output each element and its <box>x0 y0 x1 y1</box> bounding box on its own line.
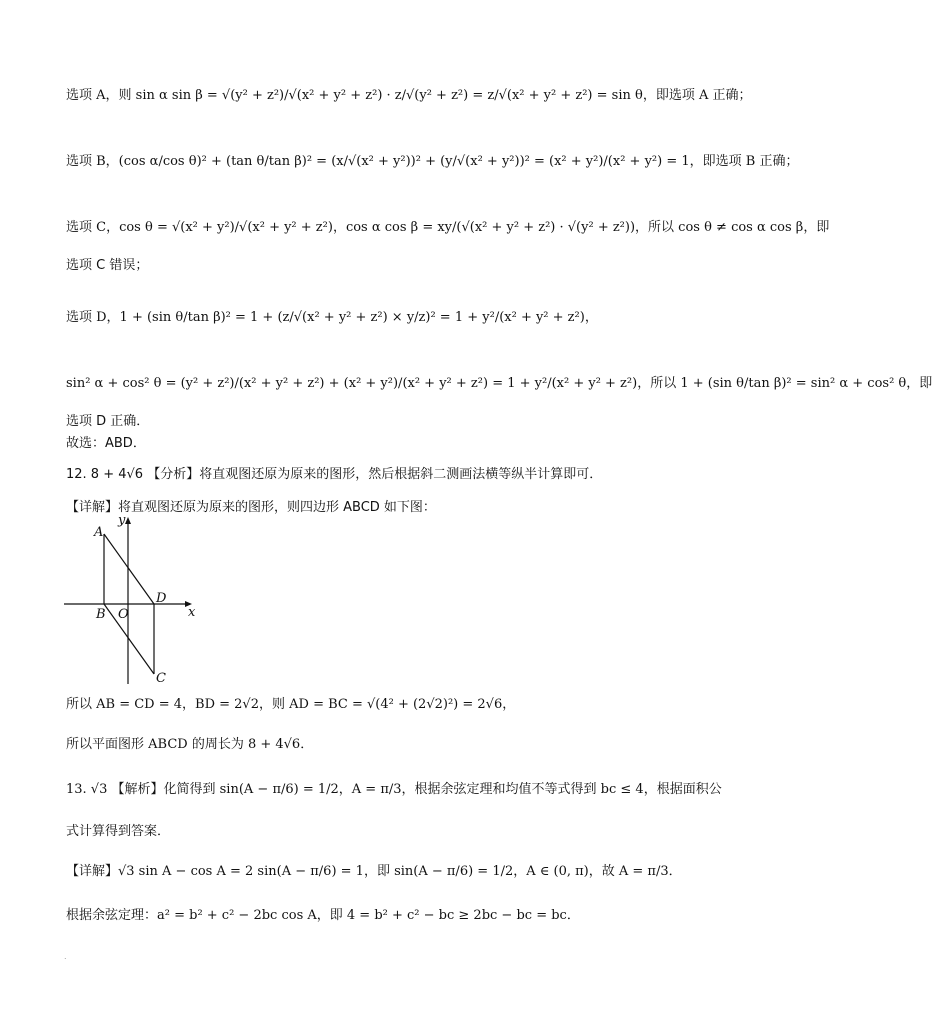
question-13-cosine-law: 根据余弦定理：a² = b² + c² − 2bc cos A，即 4 = b² + c² − bc ≥ 2bc − bc = bc． <box>66 908 580 923</box>
label-x: x <box>188 605 196 620</box>
label-d: D <box>156 591 167 606</box>
question-12-lengths: 所以 AB = CD = 4，BD = 2√2，则 AD = BC = √(4² + (2√2)²) = 2√6， <box>66 697 516 712</box>
quadrilateral-figure <box>64 514 204 686</box>
label-y: y <box>118 513 126 528</box>
segment-bc <box>104 604 154 674</box>
option-d-line-2: sin² α + cos² θ = (y² + z²)/(x² + y² + z²) + (x² + y²)/(x² + y² + z²) = 1 + y²/(x² + y² + z²)，所以 1 + (sin θ/tan β)² = sin² α + cos² θ，即 <box>66 376 932 391</box>
label-b: B <box>96 607 106 622</box>
label-c: C <box>156 671 166 686</box>
option-c-line-1: 选项 C，cos θ = √(x² + y²)/√(x² + y² + z²)，cos α cos β = xy/(√(x² + y² + z²) · √(y² + z²))，所以 cos θ ≠ cos α cos β，即 <box>66 220 830 235</box>
question-12-perimeter: 所以平面图形 ABCD 的周长为 8 + 4√6． <box>66 737 314 752</box>
segment-ad <box>104 534 154 604</box>
y-axis-arrow <box>125 517 131 524</box>
question-12-analysis: 12. 8 + 4√6 【分析】将直观图还原为原来的图形，然后根据斜二测画法横等纵半计算即可． <box>66 467 603 482</box>
option-d-line-3: 选项 D 正确． <box>66 414 150 429</box>
footer-dot: . <box>64 952 67 961</box>
question-12-detail: 【详解】将直观图还原为原来的图形，则四边形 ABCD 如下图： <box>66 500 436 515</box>
option-c-line-2: 选项 C 错误； <box>66 258 149 273</box>
option-d-line-1: 选项 D，1 + (sin θ/tan β)² = 1 + (z/√(x² + y² + z²) × y/z)² = 1 + y²/(x² + y² + z²)， <box>66 310 598 325</box>
question-13-analysis-cont: 式计算得到答案． <box>66 824 171 839</box>
question-13-detail: 【详解】√3 sin A − cos A = 2 sin(A − π/6) = 1，即 sin(A − π/6) = 1/2，A ∈ (0, π)，故 A = π/3． <box>66 864 682 879</box>
label-a: A <box>94 525 104 540</box>
answer-line: 故选：ABD． <box>66 436 146 451</box>
option-a-line: 选项 A，则 sin α sin β = √(y² + z²)/√(x² + y² + z²) · z/√(y² + z²) = z/√(x² + y² + z²) = sin θ，即选项 A 正确； <box>66 88 752 103</box>
label-o: O <box>118 607 129 622</box>
option-b-line: 选项 B，(cos α/cos θ)² + (tan θ/tan β)² = (x/√(x² + y²))² + (y/√(x² + y²))² = (x² + y²)/(x² + y²) = 1，即选项 B 正确； <box>66 154 799 169</box>
question-13-analysis: 13. √3 【解析】化简得到 sin(A − π/6) = 1/2，A = π/3，根据余弦定理和均值不等式得到 bc ≤ 4，根据面积公 <box>66 782 722 797</box>
